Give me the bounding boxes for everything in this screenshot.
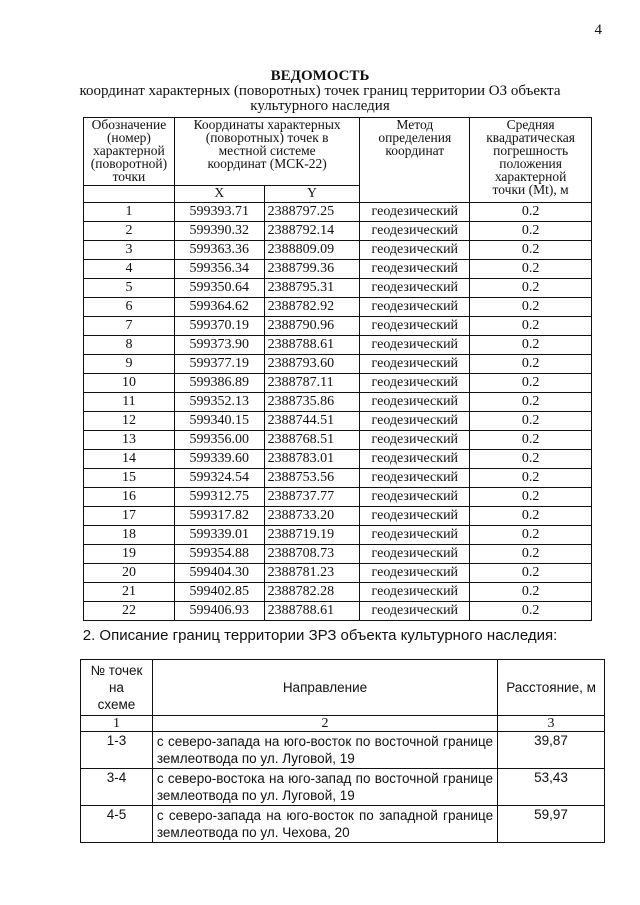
mean-error-cell: 0.2 (470, 412, 592, 431)
point-number-cell: 16 (84, 488, 175, 507)
y-coordinate-cell: 2388768.51 (264, 431, 360, 450)
mean-error-cell: 0.2 (470, 564, 592, 583)
mean-error-cell: 0.2 (470, 488, 592, 507)
point-number-cell: 13 (84, 431, 175, 450)
table-row (84, 450, 592, 469)
point-number-cell: 18 (84, 526, 175, 545)
distance-cell: 39,87 (498, 732, 605, 769)
mean-error-cell: 0.2 (470, 450, 592, 469)
table-row (84, 507, 592, 526)
table-row (84, 393, 592, 412)
title-line-3: культурного наследия (250, 98, 390, 114)
method-cell: геодезический (360, 583, 470, 602)
table-row (81, 769, 605, 806)
point-number-cell: 7 (84, 317, 175, 336)
point-number-cell: 11 (84, 393, 175, 412)
y-coordinate-cell: 2388735.86 (264, 393, 360, 412)
table-row (84, 355, 592, 374)
coordinates-table (83, 117, 592, 621)
point-number-cell: 6 (84, 298, 175, 317)
table-row (84, 431, 592, 450)
point-number-cell: 12 (84, 412, 175, 431)
x-coordinate-cell: 599373.90 (174, 336, 264, 355)
point-number-cell: 14 (84, 450, 175, 469)
point-number-cell: 22 (84, 602, 175, 621)
point-number-cell: 9 (84, 355, 175, 374)
y-coordinate-cell: 2388793.60 (264, 355, 360, 374)
table-row (84, 317, 592, 336)
x-coordinate-cell: 599354.88 (174, 545, 264, 564)
method-cell: геодезический (360, 222, 470, 241)
x-coordinate-cell: 599386.89 (174, 374, 264, 393)
mean-error-cell: 0.2 (470, 241, 592, 260)
method-cell: геодезический (360, 336, 470, 355)
method-cell: геодезический (360, 507, 470, 526)
header-y: Y (264, 186, 360, 203)
method-cell: геодезический (360, 469, 470, 488)
y-coordinate-cell: 2388788.61 (264, 336, 360, 355)
y-coordinate-cell: 2388719.19 (264, 526, 360, 545)
x-coordinate-cell: 599356.34 (174, 260, 264, 279)
header-distance: Расстояние, м (498, 660, 605, 716)
section-2-heading: 2. Описание границ территории ЗРЗ объекта культурного наследия: (82, 627, 558, 644)
table-row (84, 374, 592, 393)
mean-error-cell: 0.2 (470, 260, 592, 279)
mean-error-cell: 0.2 (470, 526, 592, 545)
method-cell: геодезический (360, 431, 470, 450)
table-row (84, 583, 592, 602)
method-cell: геодезический (360, 203, 470, 222)
table-row (84, 488, 592, 507)
x-coordinate-cell: 599350.64 (174, 279, 264, 298)
table-row (84, 469, 592, 488)
table-row (84, 260, 592, 279)
point-number-cell: 5 (84, 279, 175, 298)
mean-error-cell: 0.2 (470, 507, 592, 526)
table-row (84, 298, 592, 317)
header-method: Метод определения координат (360, 118, 470, 203)
mean-error-cell: 0.2 (470, 336, 592, 355)
direction-cell: с северо-запада на юго-восток по западной границе землеотвода по ул. Чехова, 20 (152, 806, 497, 843)
method-cell: геодезический (360, 545, 470, 564)
x-coordinate-cell: 599377.19 (174, 355, 264, 374)
mean-error-cell: 0.2 (470, 393, 592, 412)
x-coordinate-cell: 599390.32 (174, 222, 264, 241)
mean-error-cell: 0.2 (470, 583, 592, 602)
y-coordinate-cell: 2388788.61 (264, 602, 360, 621)
points-cell: 1-3 (81, 732, 153, 769)
y-coordinate-cell: 2388782.28 (264, 583, 360, 602)
header-x: X (174, 186, 264, 203)
x-coordinate-cell: 599370.19 (174, 317, 264, 336)
method-cell: геодезический (360, 412, 470, 431)
point-number-cell: 3 (84, 241, 175, 260)
x-coordinate-cell: 599317.82 (174, 507, 264, 526)
mean-error-cell: 0.2 (470, 602, 592, 621)
page-number: 4 (594, 22, 602, 38)
table-row (84, 526, 592, 545)
method-cell: геодезический (360, 298, 470, 317)
mean-error-cell: 0.2 (470, 545, 592, 564)
table-row (84, 279, 592, 298)
method-cell: геодезический (360, 602, 470, 621)
table-row (84, 545, 592, 564)
y-coordinate-cell: 2388781.23 (264, 564, 360, 583)
y-coordinate-cell: 2388799.36 (264, 260, 360, 279)
mean-error-cell: 0.2 (470, 203, 592, 222)
x-coordinate-cell: 599364.62 (174, 298, 264, 317)
title-line-1: ВЕДОМОСТЬ (270, 68, 370, 84)
point-number-cell: 1 (84, 203, 175, 222)
method-cell: геодезический (360, 526, 470, 545)
mean-error-cell: 0.2 (470, 469, 592, 488)
x-coordinate-cell: 599312.75 (174, 488, 264, 507)
document-title (0, 69, 640, 114)
x-coordinate-cell: 599406.93 (174, 602, 264, 621)
method-cell: геодезический (360, 488, 470, 507)
y-coordinate-cell: 2388797.25 (264, 203, 360, 222)
column-index-3: 3 (498, 716, 605, 732)
y-coordinate-cell: 2388753.56 (264, 469, 360, 488)
table-row (84, 564, 592, 583)
y-coordinate-cell: 2388782.92 (264, 298, 360, 317)
y-coordinate-cell: 2388737.77 (264, 488, 360, 507)
table-row (81, 732, 605, 769)
point-number-cell: 10 (84, 374, 175, 393)
x-coordinate-cell: 599352.13 (174, 393, 264, 412)
point-number-cell: 17 (84, 507, 175, 526)
title-line-2: координат характерных (поворотных) точек границ территории ОЗ объекта (79, 83, 561, 99)
method-cell: геодезический (360, 374, 470, 393)
method-cell: геодезический (360, 450, 470, 469)
method-cell: геодезический (360, 393, 470, 412)
y-coordinate-cell: 2388783.01 (264, 450, 360, 469)
method-cell: геодезический (360, 260, 470, 279)
point-number-cell: 19 (84, 545, 175, 564)
point-number-cell: 2 (84, 222, 175, 241)
x-coordinate-cell: 599363.36 (174, 241, 264, 260)
header-mean-error: Средняя квадратическая погрешность положения характерной точки (Mt), м (470, 118, 592, 203)
header-point-number: Обозначение (номер) характерной (поворотной) точки (84, 118, 175, 186)
point-number-cell: 20 (84, 564, 175, 583)
header-coordinates: Координаты характерных (поворотных) точек в местной системе координат (МСК-22) (174, 118, 360, 186)
method-cell: геодезический (360, 279, 470, 298)
y-coordinate-cell: 2388733.20 (264, 507, 360, 526)
mean-error-cell: 0.2 (470, 317, 592, 336)
header-point-blank (84, 186, 175, 203)
point-number-cell: 8 (84, 336, 175, 355)
mean-error-cell: 0.2 (470, 431, 592, 450)
point-number-cell: 4 (84, 260, 175, 279)
column-index-1: 1 (81, 716, 153, 732)
point-number-cell: 21 (84, 583, 175, 602)
y-coordinate-cell: 2388708.73 (264, 545, 360, 564)
header-direction: Направление (152, 660, 497, 716)
mean-error-cell: 0.2 (470, 374, 592, 393)
table-row (84, 203, 592, 222)
header-points: № точек на схеме (81, 660, 153, 716)
x-coordinate-cell: 599340.15 (174, 412, 264, 431)
table-row (84, 241, 592, 260)
x-coordinate-cell: 599339.60 (174, 450, 264, 469)
y-coordinate-cell: 2388795.31 (264, 279, 360, 298)
table-row (84, 336, 592, 355)
boundary-description-table (80, 659, 605, 843)
x-coordinate-cell: 599404.30 (174, 564, 264, 583)
method-cell: геодезический (360, 355, 470, 374)
mean-error-cell: 0.2 (470, 298, 592, 317)
method-cell: геодезический (360, 241, 470, 260)
distance-cell: 59,97 (498, 806, 605, 843)
mean-error-cell: 0.2 (470, 279, 592, 298)
points-cell: 4-5 (81, 806, 153, 843)
method-cell: геодезический (360, 317, 470, 336)
x-coordinate-cell: 599393.71 (174, 203, 264, 222)
direction-cell: с северо-запада на юго-восток по восточной границе землеотвода по ул. Луговой, 19 (152, 732, 497, 769)
distance-cell: 53,43 (498, 769, 605, 806)
y-coordinate-cell: 2388792.14 (264, 222, 360, 241)
points-cell: 3-4 (81, 769, 153, 806)
y-coordinate-cell: 2388787.11 (264, 374, 360, 393)
x-coordinate-cell: 599402.85 (174, 583, 264, 602)
table-row (81, 806, 605, 843)
x-coordinate-cell: 599356.00 (174, 431, 264, 450)
table-row (84, 412, 592, 431)
mean-error-cell: 0.2 (470, 355, 592, 374)
table-row (84, 602, 592, 621)
y-coordinate-cell: 2388790.96 (264, 317, 360, 336)
column-index-2: 2 (152, 716, 497, 732)
mean-error-cell: 0.2 (470, 222, 592, 241)
x-coordinate-cell: 599324.54 (174, 469, 264, 488)
method-cell: геодезический (360, 564, 470, 583)
x-coordinate-cell: 599339.01 (174, 526, 264, 545)
table-row (84, 222, 592, 241)
direction-cell: с северо-востока на юго-запад по восточной границе землеотвода по ул. Луговой, 19 (152, 769, 497, 806)
y-coordinate-cell: 2388744.51 (264, 412, 360, 431)
point-number-cell: 15 (84, 469, 175, 488)
y-coordinate-cell: 2388809.09 (264, 241, 360, 260)
